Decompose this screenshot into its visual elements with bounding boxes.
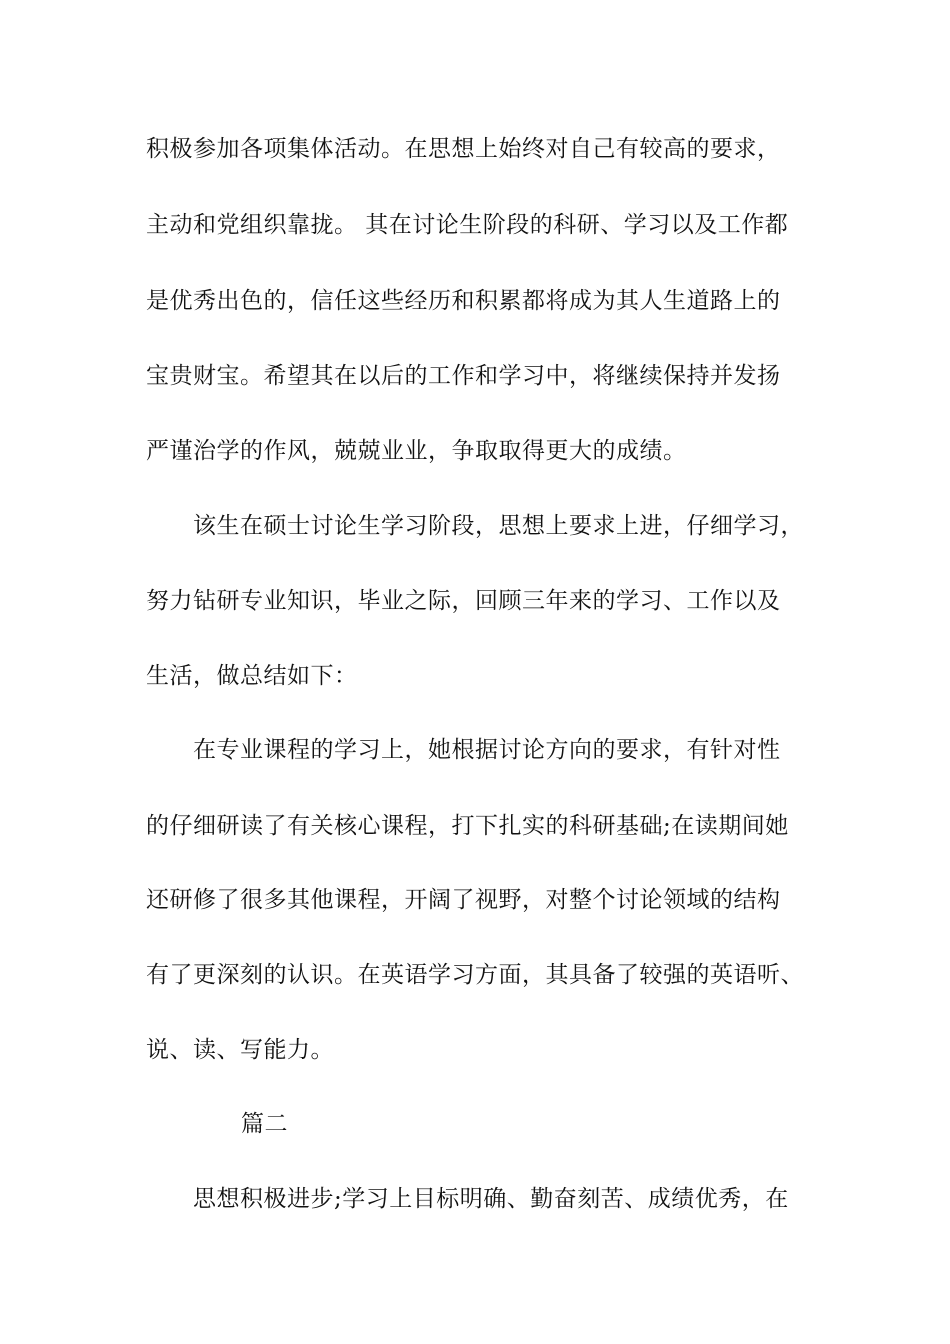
paragraph-line: 积极参加各项集体活动。在思想上始终对自己有较高的要求， (146, 136, 781, 162)
paragraph-line: 有了更深刻的认识。在英语学习方面，其具备了较强的英语听、 (146, 962, 804, 988)
paragraph-line: 主动和党组织靠拢。 其在讨论生阶段的科研、学习以及工作都 (146, 212, 789, 238)
paragraph-line: 生活，做总结如下： (146, 663, 358, 689)
paragraph-line: 在专业课程的学习上，她根据讨论方向的要求，有针对性 (193, 737, 781, 763)
paragraph-line: 说、读、写能力。 (146, 1037, 334, 1063)
paragraph-line: 的仔细研读了有关核心课程，打下扎实的科研基础;在读期间她 (146, 813, 789, 839)
paragraph-line: 是优秀出色的，信任这些经历和积累都将成为其人生道路上的 (146, 288, 781, 314)
paragraph-line: 还研修了很多其他课程，开阔了视野，对整个讨论领域的结构 (146, 887, 781, 913)
section-heading: 篇二 (241, 1111, 288, 1137)
paragraph-line: 严谨治学的作风，兢兢业业，争取取得更大的成绩。 (146, 438, 687, 464)
paragraph-line: 该生在硕士讨论生学习阶段，思想上要求上进，仔细学习， (193, 513, 804, 539)
paragraph-line: 努力钻研专业知识，毕业之际，回顾三年来的学习、工作以及 (146, 588, 781, 614)
paragraph-line: 宝贵财宝。希望其在以后的工作和学习中，将继续保持并发扬 (146, 363, 781, 389)
paragraph-line: 思想积极进步;学习上目标明确、勤奋刻苦、成绩优秀，在 (193, 1186, 789, 1212)
